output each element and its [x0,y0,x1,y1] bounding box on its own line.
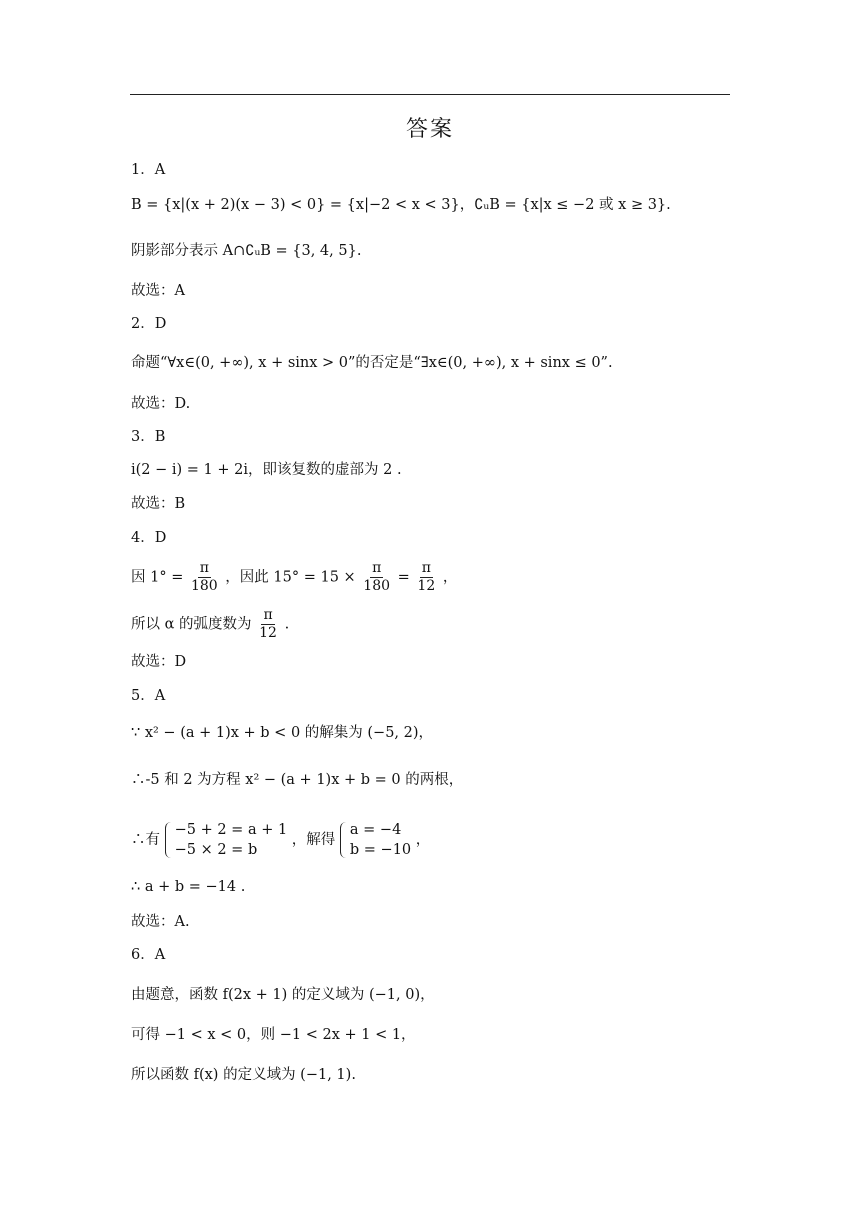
answer-1-label: 1．A [131,162,166,178]
system-2-row-1: a = −4 [349,822,402,838]
answer-6-label: 6．A [131,947,166,963]
fraction-numerator: π [421,560,431,576]
answer-1-line-2: 阴影部分表示 A∩∁ᵤB = {3, 4, 5}. [131,243,362,259]
page-title: 答案 [405,117,454,142]
fraction-denominator: 12 [417,578,436,594]
equation-system-1 [165,820,288,860]
answer-5-line-1: ∵ x² − (a + 1)x + b < 0 的解集为 (−5, 2)， [131,725,434,741]
answer-4-label: 4．D [131,530,167,546]
equals-sign: = [397,569,415,586]
fraction-numerator: π [372,560,382,576]
answer-2-label: 2．D [131,316,167,332]
fraction-pi-over-180 [189,560,220,595]
fraction-denominator: 180 [190,578,218,594]
answer-3-choice: 故选：B [131,496,186,512]
answer-6-line-1: 由题意，函数 f(2x + 1) 的定义域为 (−1, 0)， [131,987,435,1003]
answer-6-line-3: 所以函数 f(x) 的定义域为 (−1, 1). [131,1067,356,1083]
answer-4-line-1 [131,560,457,595]
period: . [284,616,290,633]
left-brace [165,822,172,858]
answer-5-line-3 [131,820,430,860]
answer-2-line-1: 命题“∀x∈(0, +∞), x + sinx > 0”的否定是“∃x∈(0, +∞), x + sinx ≤ 0”. [131,355,613,371]
equation-system-2 [340,820,411,860]
answer-3-label: 3．B [131,429,166,445]
q5-suffix: ， [415,832,431,848]
answer-5-label: 5．A [131,688,166,704]
fraction-numerator: π [263,607,273,623]
answer-5-line-4: ∴ a + b = −14 . [131,879,246,895]
system-2-row-2: b = −10 [349,842,412,858]
answer-5-line-2: ∴-5 和 2 为方程 x² − (a + 1)x + b = 0 的两根， [131,772,464,788]
fraction-denominator: 12 [259,625,277,641]
q5-mid: ，解得 [291,832,336,848]
answer-2-choice: 故选：D. [131,396,191,412]
system-1-row-2: −5 × 2 = b [174,842,258,858]
answer-3-line-1: i(2 − i) = 1 + 2i，即该复数的虚部为 2 . [131,462,402,478]
fraction-denominator: 180 [363,578,391,594]
left-brace [340,822,347,858]
fraction-pi-over-12 [415,560,437,595]
answer-4-line-2 [131,607,289,642]
comma: ， [442,569,458,586]
q4-text-c: 所以 α 的弧度数为 [131,616,252,633]
answer-5-choice: 故选：A. [131,914,190,930]
system-1-row-1: −5 + 2 = a + 1 [174,822,288,838]
header-rule [130,94,730,95]
answer-4-choice: 故选：D [131,654,187,670]
answer-6-line-2: 可得 −1 < x < 0，则 −1 < 2x + 1 < 1， [131,1027,416,1043]
q4-text-a: 因 1° = [131,569,188,586]
fraction-pi-over-12 [257,607,279,642]
answer-1-choice: 故选：A [131,283,185,299]
q5-prefix: ∴有 [131,832,160,848]
answer-1-line-1: B = {x|(x + 2)(x − 3) < 0} = {x|−2 < x < 3}，∁ᵤB = {x|x ≤ −2 或 x ≥ 3}. [131,197,671,213]
q4-text-b: ，因此 15° = 15 × [225,569,356,586]
fraction-numerator: π [199,560,209,576]
fraction-pi-over-180 [361,560,392,595]
